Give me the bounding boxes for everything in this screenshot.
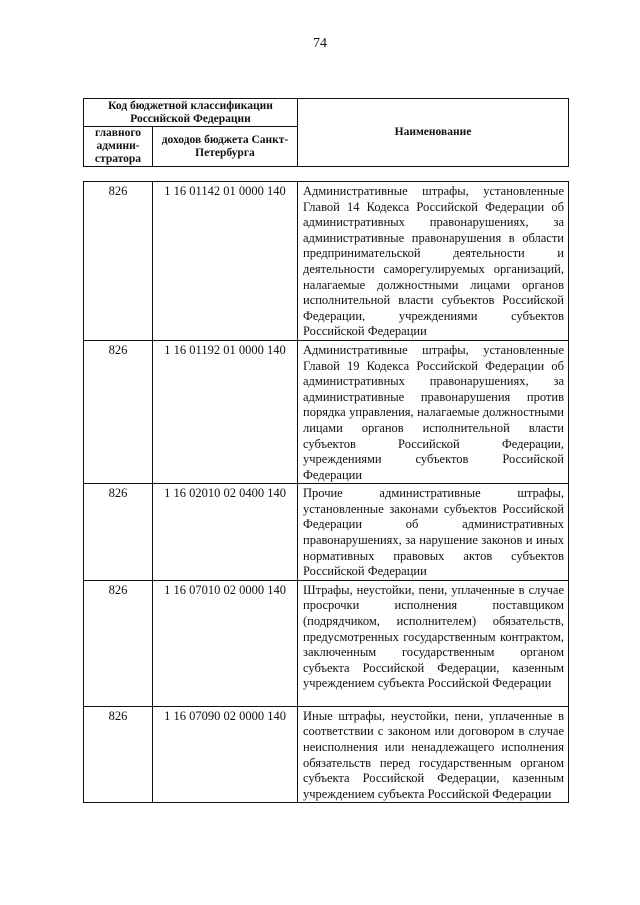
income-name: Прочие административные штрафы, установленные законами субъектов Российской Федерации об административных правонарушениях, за нарушение законов и иных нормативных правовых актов субъектов Российской Федерации bbox=[298, 484, 569, 581]
table-header bbox=[83, 98, 569, 167]
table-body bbox=[83, 181, 569, 803]
page-number: 74 bbox=[313, 36, 327, 51]
admin-code: 826 bbox=[84, 340, 153, 483]
admin-code: 826 bbox=[84, 182, 153, 341]
header-admin: главного админи-стратора bbox=[84, 127, 153, 167]
header-budget-classification: Код бюджетной классификации Российской Федерации bbox=[84, 99, 298, 127]
kbk-code: 1 16 07010 02 0000 140 bbox=[153, 580, 298, 706]
income-name: Административные штрафы, установленные Главой 14 Кодекса Российской Федерации об административных правонарушениях, за административные правонарушения в области предпринимательской деятельности и деятельности саморегулируемых организаций, налагаемые должностными лицами органов исполнительной власти субъектов Российской Федерации, учреждениями субъектов Российской Федерации bbox=[298, 182, 569, 341]
table-row bbox=[84, 706, 569, 803]
table-row bbox=[84, 340, 569, 483]
kbk-code: 1 16 01192 01 0000 140 bbox=[153, 340, 298, 483]
header-income: доходов бюджета Санкт-Петербурга bbox=[153, 127, 298, 167]
income-name: Административные штрафы, установленные Главой 19 Кодекса Российской Федерации об административных правонарушениях, за административные правонарушения против порядка управления, налагаемые должностными лицами органов исполнительной власти субъектов Российской Федерации, учреждениями субъектов Российской Федерации bbox=[298, 340, 569, 483]
admin-code: 826 bbox=[84, 580, 153, 706]
header-name: Наименование bbox=[298, 99, 569, 167]
table-row bbox=[84, 580, 569, 706]
kbk-code: 1 16 07090 02 0000 140 bbox=[153, 706, 298, 803]
kbk-code: 1 16 01142 01 0000 140 bbox=[153, 182, 298, 341]
admin-code: 826 bbox=[84, 484, 153, 581]
admin-code: 826 bbox=[84, 706, 153, 803]
kbk-code: 1 16 02010 02 0400 140 bbox=[153, 484, 298, 581]
table-row bbox=[84, 182, 569, 341]
income-name: Иные штрафы, неустойки, пени, уплаченные в соответствии с законом или договором в случае неисполнения или ненадлежащего исполнения обязательств перед государственным органом субъекта Российской Федерации, казенным учреждением субъекта Российской Федерации bbox=[298, 706, 569, 803]
income-name: Штрафы, неустойки, пени, уплаченные в случае просрочки исполнения поставщиком (подрядчиком, исполнителем) обязательств, предусмотренных государственным контрактом, заключенным государственным органом субъекта Российской Федерации, казенным учреждением субъекта Российской Федерации bbox=[298, 580, 569, 706]
table-row bbox=[84, 484, 569, 581]
